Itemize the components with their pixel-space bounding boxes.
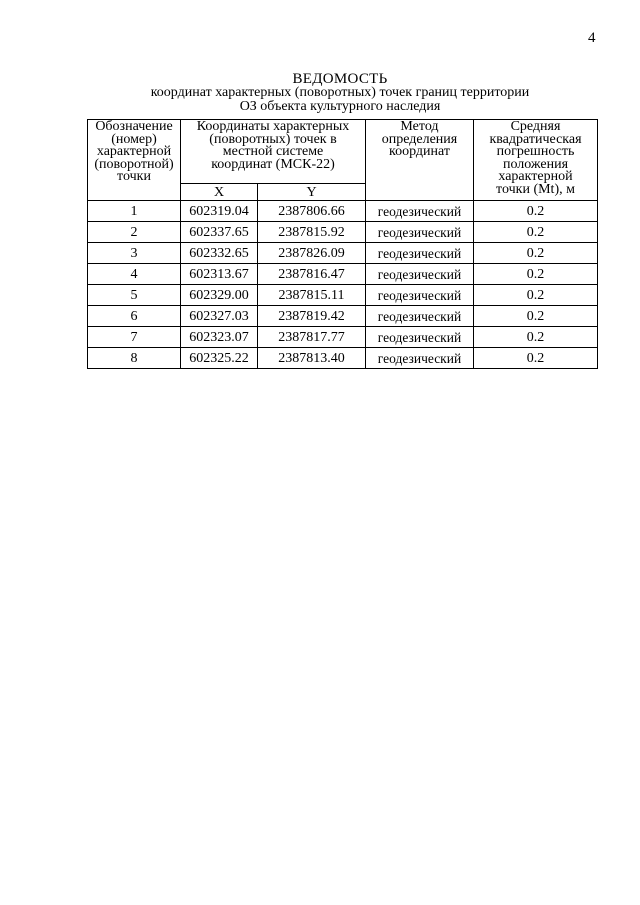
method-cell: геодезический [366, 348, 474, 369]
x-coordinate-cell: 602325.22 [181, 348, 258, 369]
coordinates-table [87, 119, 598, 369]
table-row [88, 243, 598, 264]
document-subtitle-line-1: координат характерных (поворотных) точек границ территории [150, 85, 530, 100]
point-number-cell: 2 [88, 222, 181, 243]
table-row [88, 264, 598, 285]
method-cell: геодезический [366, 243, 474, 264]
table-row [88, 222, 598, 243]
table-row [88, 327, 598, 348]
mt-cell: 0.2 [474, 243, 598, 264]
method-cell: геодезический [366, 201, 474, 222]
header-point-number: Обозначение (номер) характерной (поворотной) точки [88, 120, 181, 201]
mt-cell: 0.2 [474, 264, 598, 285]
method-cell: геодезический [366, 264, 474, 285]
mt-cell: 0.2 [474, 327, 598, 348]
point-number-cell: 6 [88, 306, 181, 327]
table-row [88, 285, 598, 306]
method-cell: геодезический [366, 306, 474, 327]
x-coordinate-cell: 602327.03 [181, 306, 258, 327]
mt-cell: 0.2 [474, 222, 598, 243]
point-number-cell: 5 [88, 285, 181, 306]
mt-cell: 0.2 [474, 201, 598, 222]
y-coordinate-cell: 2387826.09 [258, 243, 366, 264]
point-number-cell: 3 [88, 243, 181, 264]
y-coordinate-cell: 2387815.11 [258, 285, 366, 306]
header-x: X [181, 184, 258, 201]
mt-cell: 0.2 [474, 348, 598, 369]
mt-cell: 0.2 [474, 285, 598, 306]
point-number-cell: 4 [88, 264, 181, 285]
document-title: ВЕДОМОСТЬ [292, 71, 388, 87]
document-heading [0, 72, 640, 114]
point-number-cell: 7 [88, 327, 181, 348]
table-row [88, 348, 598, 369]
header-y: Y [258, 184, 366, 201]
header-mean-square-error: Средняя квадратическая погрешность положения характерной точки (Mt), м [474, 120, 598, 201]
table-row [88, 306, 598, 327]
table-row [88, 201, 598, 222]
header-coordinates: Координаты характерных (поворотных) точек в местной системе координат (МСК-22) [181, 120, 366, 184]
y-coordinate-cell: 2387816.47 [258, 264, 366, 285]
x-coordinate-cell: 602319.04 [181, 201, 258, 222]
y-coordinate-cell: 2387813.40 [258, 348, 366, 369]
method-cell: геодезический [366, 327, 474, 348]
y-coordinate-cell: 2387817.77 [258, 327, 366, 348]
method-cell: геодезический [366, 285, 474, 306]
x-coordinate-cell: 602323.07 [181, 327, 258, 348]
mt-cell: 0.2 [474, 306, 598, 327]
x-coordinate-cell: 602329.00 [181, 285, 258, 306]
page-number: 4 [588, 30, 596, 46]
y-coordinate-cell: 2387819.42 [258, 306, 366, 327]
x-coordinate-cell: 602332.65 [181, 243, 258, 264]
method-cell: геодезический [366, 222, 474, 243]
document-subtitle-line-2: ОЗ объекта культурного наследия [239, 99, 441, 114]
point-number-cell: 8 [88, 348, 181, 369]
x-coordinate-cell: 602313.67 [181, 264, 258, 285]
x-coordinate-cell: 602337.65 [181, 222, 258, 243]
y-coordinate-cell: 2387806.66 [258, 201, 366, 222]
point-number-cell: 1 [88, 201, 181, 222]
table-body [88, 201, 598, 369]
y-coordinate-cell: 2387815.92 [258, 222, 366, 243]
header-method: Метод определения координат [366, 120, 474, 201]
